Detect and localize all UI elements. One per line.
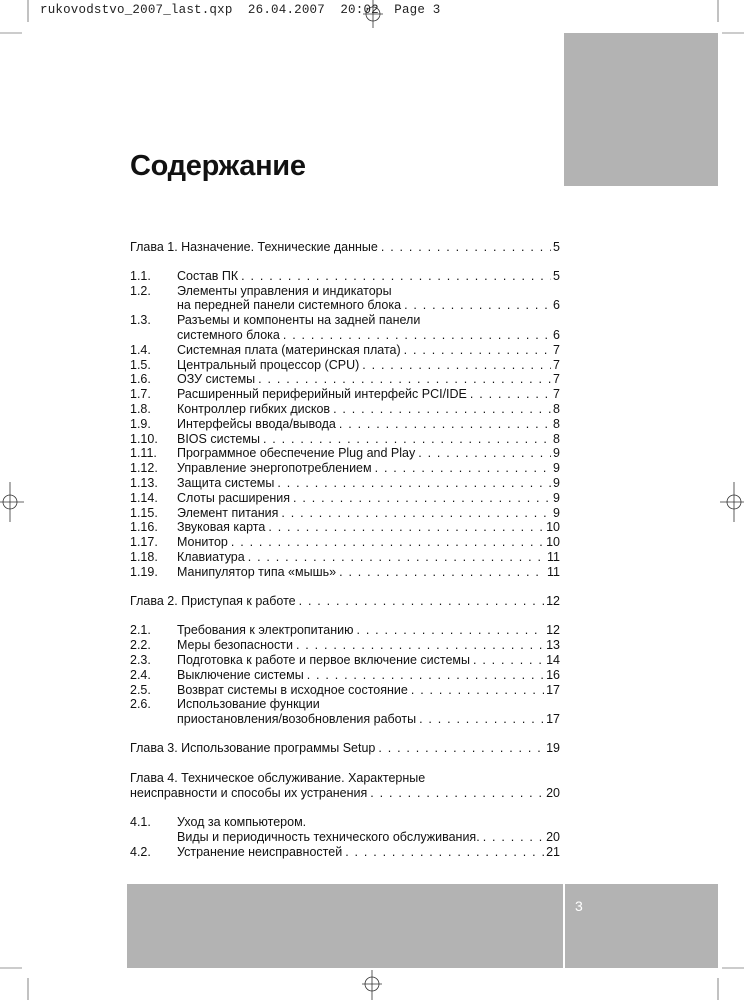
toc-entry [130, 683, 560, 698]
toc-entry-text: на передней панели системного блока [177, 298, 402, 313]
toc-leader-dots [293, 491, 551, 506]
toc-leader-dots [263, 432, 551, 447]
page-title: Содержание [130, 150, 306, 182]
toc-page-number: 16 [546, 667, 560, 682]
toc-entry-number: 4.2. [130, 844, 151, 859]
bottom-band-divider [563, 884, 565, 968]
toc-entry [130, 387, 560, 402]
registration-mark-left-icon [0, 482, 24, 522]
toc-spacer [130, 800, 560, 815]
toc-entry-text: Защита системы [177, 475, 275, 490]
toc-leader-dots [333, 402, 551, 417]
toc-entry-text: Элемент питания [177, 505, 279, 520]
toc-entry [130, 653, 560, 668]
toc-entry-number: 1.14. [130, 490, 158, 505]
toc-entry-text: Глава 1. Назначение. Технические данные [130, 240, 378, 254]
file-slug: rukovodstvo_2007_last.qxp 26.04.2007 20:02 Page 3 [40, 3, 441, 17]
toc-spacer [130, 580, 560, 594]
toc-entry [130, 638, 560, 653]
toc-entry-number: 1.12. [130, 461, 158, 476]
toc-page-number: 10 [546, 535, 560, 550]
toc-entry-number: 1.15. [130, 505, 158, 520]
toc-entry-number: 1.16. [130, 520, 158, 535]
toc-page-number: 10 [546, 520, 560, 535]
toc-leader-dots [378, 741, 544, 756]
toc-entry-text: Использование функции [177, 697, 320, 712]
toc-entry-text: Слоты расширения [177, 490, 291, 505]
toc-page-number: 6 [553, 327, 560, 342]
toc-entry-text: BIOS системы [177, 431, 260, 446]
toc-entry-text: Выключение системы [177, 667, 304, 682]
toc-entry [130, 461, 560, 476]
toc-entry-number: 1.4. [130, 342, 151, 357]
toc-chapter-entry [130, 594, 560, 609]
toc-entry-text: Монитор [177, 535, 228, 550]
toc-page-number: 5 [553, 268, 560, 283]
toc-entry [130, 343, 560, 358]
toc-leader-dots [296, 638, 544, 653]
toc-entry-text: Уход за компьютером. [177, 815, 307, 830]
toc-leader-dots [299, 594, 544, 609]
toc-entry [130, 668, 560, 683]
toc-entry-text: Подготовка к работе и первое включение системы [177, 652, 470, 667]
toc-entry-number: 1.17. [130, 535, 158, 550]
toc-page-number: 17 [546, 682, 560, 697]
toc-page-number: 9 [553, 490, 560, 505]
toc-page-number: 7 [553, 387, 560, 402]
toc-leader-dots [419, 712, 544, 727]
toc-entry-text: Управление энергопотреблением [177, 461, 372, 476]
toc-entry-number: 1.8. [130, 401, 151, 416]
toc-entry-text: Глава 3. Использование программы Setup [130, 740, 376, 755]
toc-entry [130, 313, 560, 343]
toc-spacer [130, 608, 560, 623]
toc-page-number: 8 [553, 416, 560, 431]
toc-page-number: 14 [546, 652, 560, 667]
toc-entry-text: Центральный процессор (CPU) [177, 357, 360, 372]
toc-page-number: 20 [546, 830, 560, 845]
toc-entry-text: Возврат системы в исходное состояние [177, 682, 408, 697]
toc-page-number: 9 [553, 475, 560, 490]
toc-entry-text: Расширенный периферийный интерфейс PCI/IDE [177, 387, 467, 402]
toc-page-number: 11 [547, 564, 560, 579]
toc-page-number: 7 [553, 342, 560, 357]
toc-entry [130, 284, 560, 314]
toc-spacer [130, 756, 560, 771]
toc-leader-dots [281, 506, 551, 521]
toc-page-number: 21 [546, 844, 560, 859]
toc-entry-text: приостановления/возобновления работы [177, 712, 417, 727]
toc-leader-dots [241, 269, 551, 284]
toc-entry [130, 358, 560, 373]
registration-mark-bottom-icon [362, 970, 382, 1000]
toc-entry [130, 520, 560, 535]
toc-entry-text: Программное обеспечение Plug and Play [177, 446, 416, 461]
toc-entry [130, 491, 560, 506]
toc-page-number: 11 [547, 549, 560, 564]
toc-leader-dots [356, 623, 544, 638]
toc-entry-number: 1.19. [130, 564, 158, 579]
toc-entry-number: 2.6. [130, 697, 151, 712]
toc-entry-text: Манипулятор типа «мышь» [177, 564, 337, 579]
toc-entry-text: Элементы управления и индикаторы [177, 283, 392, 298]
toc-entry [130, 506, 560, 521]
toc-entry [130, 697, 560, 727]
toc-leader-dots [345, 845, 544, 860]
toc-page-number: 8 [553, 401, 560, 416]
toc-entry-number: 4.1. [130, 815, 151, 830]
toc-leader-dots [339, 417, 551, 432]
toc-entry-text: системного блока [177, 327, 280, 342]
registration-mark-right-icon [720, 482, 744, 522]
toc-entry [130, 417, 560, 432]
toc-page-number: 9 [553, 446, 560, 461]
toc-entry-text: Виды и периодичность технического обслуживания. [177, 830, 480, 845]
toc-entry-number: 1.5. [130, 357, 151, 372]
toc-leader-dots [277, 476, 551, 491]
toc-entry-text: Меры безопасности [177, 638, 293, 653]
toc-chapter-entry [130, 771, 560, 801]
toc-leader-dots [483, 830, 544, 845]
toc-leader-dots [231, 535, 544, 550]
crop-mark-top-right-icon [704, 0, 744, 40]
toc-entry [130, 446, 560, 461]
toc-page-number: 13 [546, 638, 560, 653]
bottom-grey-band [127, 884, 718, 968]
toc-entry [130, 623, 560, 638]
toc-entry [130, 402, 560, 417]
toc-spacer [130, 727, 560, 741]
toc-entry-number: 1.10. [130, 431, 158, 446]
toc-page-number: 20 [546, 785, 560, 800]
toc-entry-number: 2.4. [130, 667, 151, 682]
toc-leader-dots [473, 653, 544, 668]
toc-leader-dots [339, 565, 545, 580]
toc-page-number: 12 [546, 623, 560, 638]
toc-leader-dots [370, 786, 544, 801]
toc-entry-number: 1.2. [130, 283, 151, 298]
top-grey-block [564, 33, 718, 186]
toc-chapter-entry [130, 741, 560, 756]
toc-entry [130, 372, 560, 387]
toc-entry-text: Требования к электропитанию [177, 623, 354, 638]
toc-page-number: 7 [553, 357, 560, 372]
crop-mark-bottom-left-icon [0, 960, 40, 1000]
toc-entry [130, 535, 560, 550]
toc-entry-number: 1.13. [130, 475, 158, 490]
toc-entry-text: Разъемы и компоненты на задней панели [177, 313, 421, 328]
toc-entry-text: Интерфейсы ввода/вывода [177, 416, 336, 431]
registration-mark-top-icon [363, 0, 383, 28]
toc-page-number: 8 [553, 431, 560, 446]
toc-page-number: 6 [553, 298, 560, 313]
toc-entry-text: Клавиатура [177, 549, 245, 564]
toc-leader-dots [248, 550, 545, 565]
toc-entry-text: ОЗУ системы [177, 372, 256, 387]
toc-entry [130, 565, 560, 580]
toc-entry-number: 1.6. [130, 372, 151, 387]
toc-entry-text: Устранение неисправностей [177, 844, 343, 859]
toc-entry-number: 1.11. [130, 446, 157, 461]
toc-entry [130, 815, 560, 845]
toc-entry [130, 432, 560, 447]
toc-entry-text: Системная плата (материнская плата) [177, 342, 401, 357]
toc-leader-dots [404, 343, 551, 358]
toc-entry-text: Глава 4. Техническое обслуживание. Характерные [130, 770, 426, 785]
toc-entry [130, 476, 560, 491]
toc-entry-number: 1.9. [130, 416, 151, 431]
toc-entry-text: неисправности и способы их устранения [130, 785, 368, 800]
toc-entry-number: 1.3. [130, 313, 151, 328]
toc-leader-dots [381, 240, 551, 255]
toc-entry-number: 2.5. [130, 682, 151, 697]
toc-entry-text: Состав ПК [177, 268, 239, 283]
toc-page-number: 7 [553, 372, 560, 387]
table-of-contents [130, 240, 560, 860]
toc-leader-dots [258, 372, 551, 387]
toc-page-number: 9 [553, 461, 560, 476]
toc-entry-number: 2.3. [130, 652, 151, 667]
toc-page-number: 5 [553, 240, 560, 254]
toc-entry [130, 269, 560, 284]
toc-entry-number: 2.2. [130, 638, 151, 653]
toc-entry-text: Контроллер гибких дисков [177, 401, 331, 416]
toc-entry-number: 1.18. [130, 549, 158, 564]
crop-mark-bottom-right-icon [704, 960, 744, 1000]
toc-entry-text: Звуковая карта [177, 520, 266, 535]
toc-entry-text: Глава 2. Приступая к работе [130, 593, 296, 608]
toc-entry-number: 2.1. [130, 623, 151, 638]
toc-page-number: 19 [546, 740, 560, 755]
toc-leader-dots [418, 446, 551, 461]
toc-spacer [130, 255, 560, 269]
toc-leader-dots [404, 298, 551, 313]
toc-leader-dots [411, 683, 544, 698]
toc-page-number: 17 [546, 712, 560, 727]
toc-leader-dots [268, 520, 544, 535]
toc-page-number: 12 [546, 593, 560, 608]
toc-leader-dots [307, 668, 544, 683]
toc-entry-number: 1.1. [130, 268, 151, 283]
toc-leader-dots [362, 358, 551, 373]
crop-mark-top-left-icon [0, 0, 40, 40]
toc-leader-dots [283, 328, 551, 343]
toc-leader-dots [375, 461, 551, 476]
page-number: 3 [575, 898, 583, 914]
toc-page-number: 9 [553, 505, 560, 520]
toc-entry [130, 550, 560, 565]
toc-chapter-entry [130, 240, 560, 255]
toc-entry-number: 1.7. [130, 387, 151, 402]
toc-entry [130, 845, 560, 860]
toc-leader-dots [470, 387, 551, 402]
